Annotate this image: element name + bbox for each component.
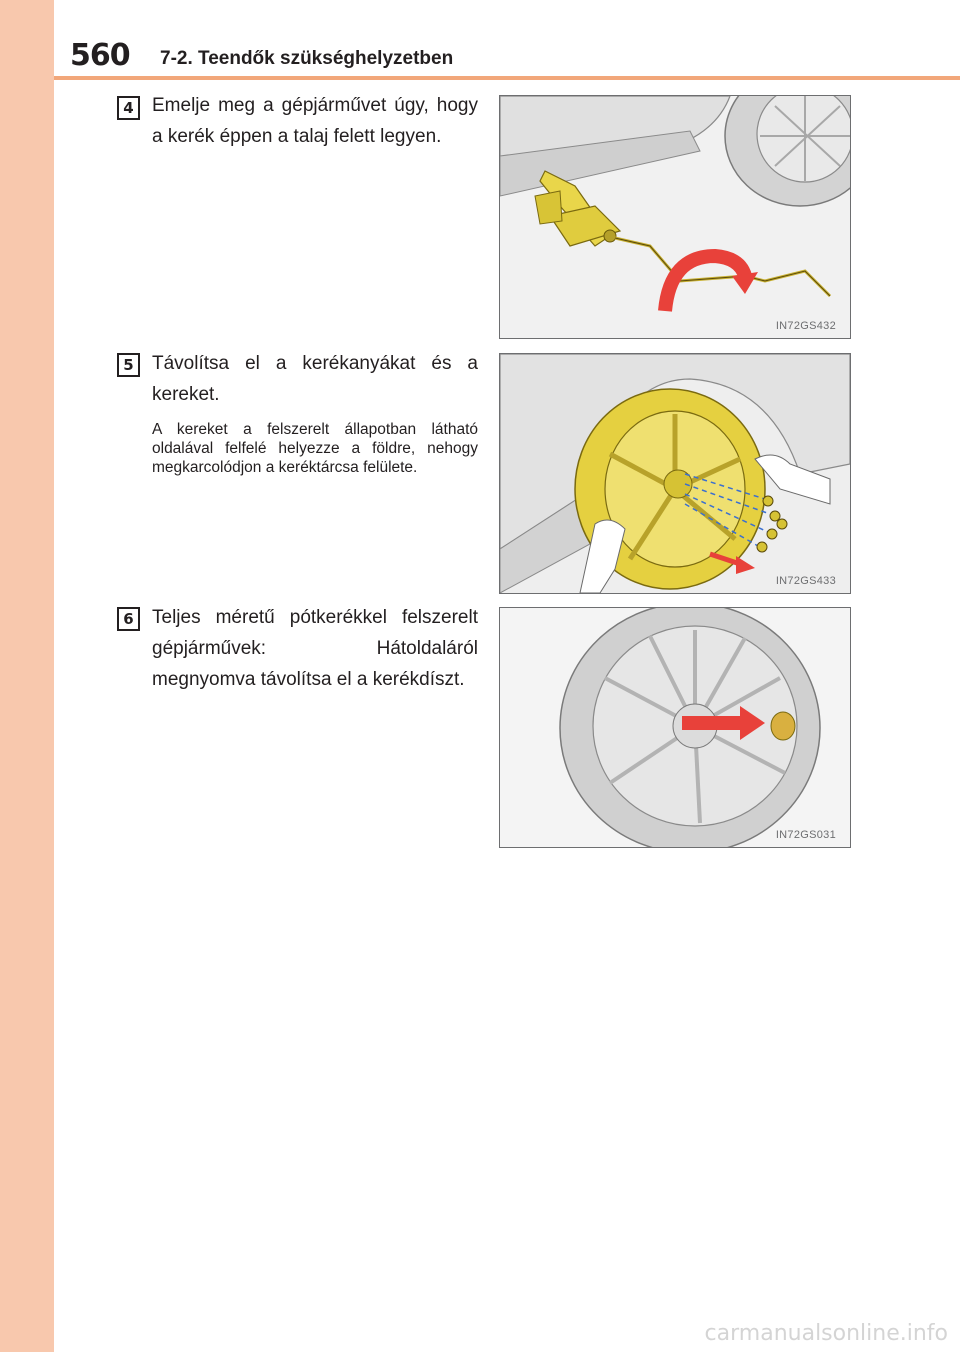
figure-wheel-cap (499, 607, 851, 848)
header-rule (54, 76, 960, 80)
jack-illustration (500, 96, 850, 338)
step-6-text: Teljes méretű pótkerékkel felszerelt gépjárművek: Hátoldaláról megnyomva távolítsa el a kerékdíszt. (152, 607, 478, 690)
figure-code-6: IN72GS031 (775, 829, 836, 841)
step-4-text: Emelje meg a gépjárművet úgy, hogy a kerék éppen a talaj felett legyen. (152, 95, 478, 147)
step-5-note: A kereket a felszerelt állapotban látható oldalával felfelé helyezze a földre, nehogy megkarcolódjon a keréktárcsa felülete. (152, 421, 478, 476)
section-title: 7-2. Teendők szükséghelyzetben (160, 48, 454, 69)
side-color-band (0, 0, 54, 1352)
page-number: 560 (70, 38, 130, 73)
figure-code-4: IN72GS432 (775, 320, 836, 332)
step-number-6: 6 (117, 607, 140, 631)
watermark[interactable]: carmanualsonline.info (704, 1321, 948, 1346)
step-number-5: 5 (117, 353, 140, 377)
step-5-text: Távolítsa el a kerékanyákat és a kereket. (152, 353, 478, 405)
wheel-cap-illustration (500, 608, 850, 847)
figure-jack-lifting (499, 95, 851, 339)
step-number-4: 4 (117, 96, 140, 120)
wheel-removal-illustration (500, 354, 850, 593)
figure-wheel-removal (499, 353, 851, 594)
figure-code-5: IN72GS433 (775, 575, 836, 587)
